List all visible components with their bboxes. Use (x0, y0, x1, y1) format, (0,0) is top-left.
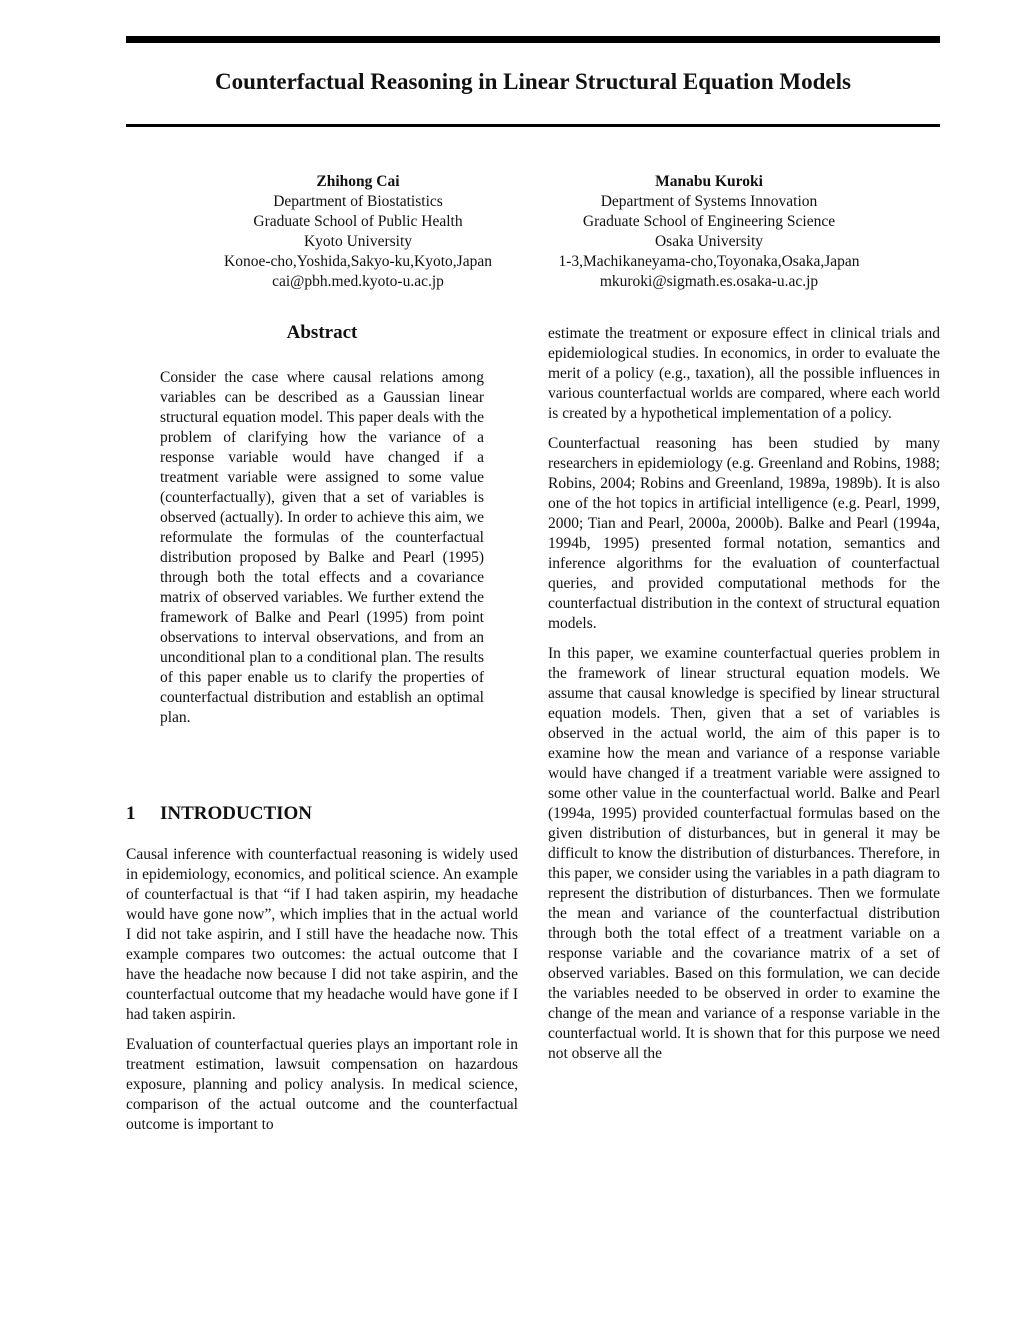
body-paragraph: estimate the treatment or exposure effect in clinical trials and epidemiological studies. In economics, in order to evaluate the merit of a policy (e.g., taxation), all the possible influences in various counterfactual worlds are compared, where each world is created by a hypothetical implementation of a policy. (548, 325, 940, 422)
author-department: Department of Systems Innovation (600, 193, 818, 210)
author-block-1 (190, 172, 526, 292)
left-column-body (126, 845, 518, 1145)
author-university: Osaka University (654, 233, 764, 250)
author-email: cai@pbh.med.kyoto-u.ac.jp (272, 273, 444, 290)
paper-title: Counterfactual Reasoning in Linear Structural Equation Models (215, 69, 851, 94)
body-paragraph: In this paper, we examine counterfactual queries problem in the framework of linear structural equation models. We assume that causal knowledge is specified by linear structural equation models. Then, given that a set of variables is observed in the actual world, the aim of this paper is to examine how the mean and variance of a response variable would have changed if a treatment variable were assigned to some other value in the counterfactual world. Balke and Pearl (1994a, 1995) provided counterfactual formulas based on the given distribution of disturbances, but in general it may be difficult to know the distribution of disturbances. Therefore, in this paper, we consider using the variables in a path diagram to represent the distribution of disturbances. Then we formulate the mean and variance of the counterfactual distribution through both the total effect of a treatment variable on a response variable and the covariance matrix of a set of observed variables. Based on this formulation, we can decide the variables needed to be observed in order to examine the change of the mean and variance of a response variable in the counterfactual world. It is shown that for this purpose we need not observe all the (548, 645, 940, 1062)
section-heading-introduction (126, 800, 518, 828)
section-number: 1 (126, 803, 136, 824)
title-bottom-rule (126, 124, 940, 127)
author-school: Graduate School of Engineering Science (582, 213, 836, 230)
body-paragraph: Causal inference with counterfactual reasoning is widely used in epidemiology, economics, and political science. An example of counterfactual is that “if I had taken aspirin, my headache would have gone now”, which implies that in the actual world I did not take aspirin, and I still have the headache now. This example compares two outcomes: the actual outcome that I have the headache now because I did not take aspirin, and the counterfactual outcome that my headache would have gone if I had taken aspirin. (126, 846, 518, 1023)
abstract-text (160, 368, 484, 738)
abstract-heading: Abstract (286, 322, 358, 343)
right-column-body (548, 324, 940, 1074)
author-address: 1-3,Machikaneyama-cho,Toyonaka,Osaka,Japan (558, 253, 860, 270)
author-name: Zhihong Cai (316, 173, 400, 190)
section-title: INTRODUCTION (160, 803, 313, 824)
author-address: Konoe-cho,Yoshida,Sakyo-ku,Kyoto,Japan (224, 253, 492, 270)
author-school: Graduate School of Public Health (253, 213, 463, 230)
body-paragraph: Evaluation of counterfactual queries plays an important role in treatment estimation, lawsuit compensation on hazardous exposure, planning and policy analysis. In medical science, comparison of the actual outcome and the counterfactual outcome is important to (126, 1036, 518, 1133)
author-university: Kyoto University (303, 233, 413, 250)
body-paragraph: Counterfactual reasoning has been studied by many researchers in epidemiology (e.g. Greenland and Robins, 1988; Robins, 2004; Robins and Greenland, 1989a, 1989b). It is also one of the hot topics in artificial intelligence (e.g. Pearl, 1999, 2000; Tian and Pearl, 2000a, 2000b). Balke and Pearl (1994a, 1994b, 1995) presented formal notation, semantics and inference algorithms for the evaluation of counterfactual queries, and provided computational methods for the counterfactual distribution in the context of structural equation models. (548, 435, 940, 632)
abstract-paragraph: Consider the case where causal relations among variables can be described as a Gaussian linear structural equation model. This paper deals with the problem of clarifying how the variance of a response variable would have changed if a treatment variable were assigned to some value (counterfactually), given that a set of variables is observed (actually). In order to achieve this aim, we reformulate the formulas of the counterfactual distribution proposed by Balke and Pearl (1995) through both the total effects and a covariance matrix of observed variables. We further extend the framework of Balke and Pearl (1995) from point observations to interval observations, and from an unconditional plan to a conditional plan. The results of this paper enable us to clarify the properties of counterfactual distribution and establish an optimal plan. (160, 369, 484, 726)
author-email: mkuroki@sigmath.es.osaka-u.ac.jp (599, 273, 819, 290)
author-name: Manabu Kuroki (655, 173, 763, 190)
author-department: Department of Biostatistics (273, 193, 443, 210)
title-top-rule (126, 36, 940, 43)
author-block-2 (526, 172, 892, 292)
